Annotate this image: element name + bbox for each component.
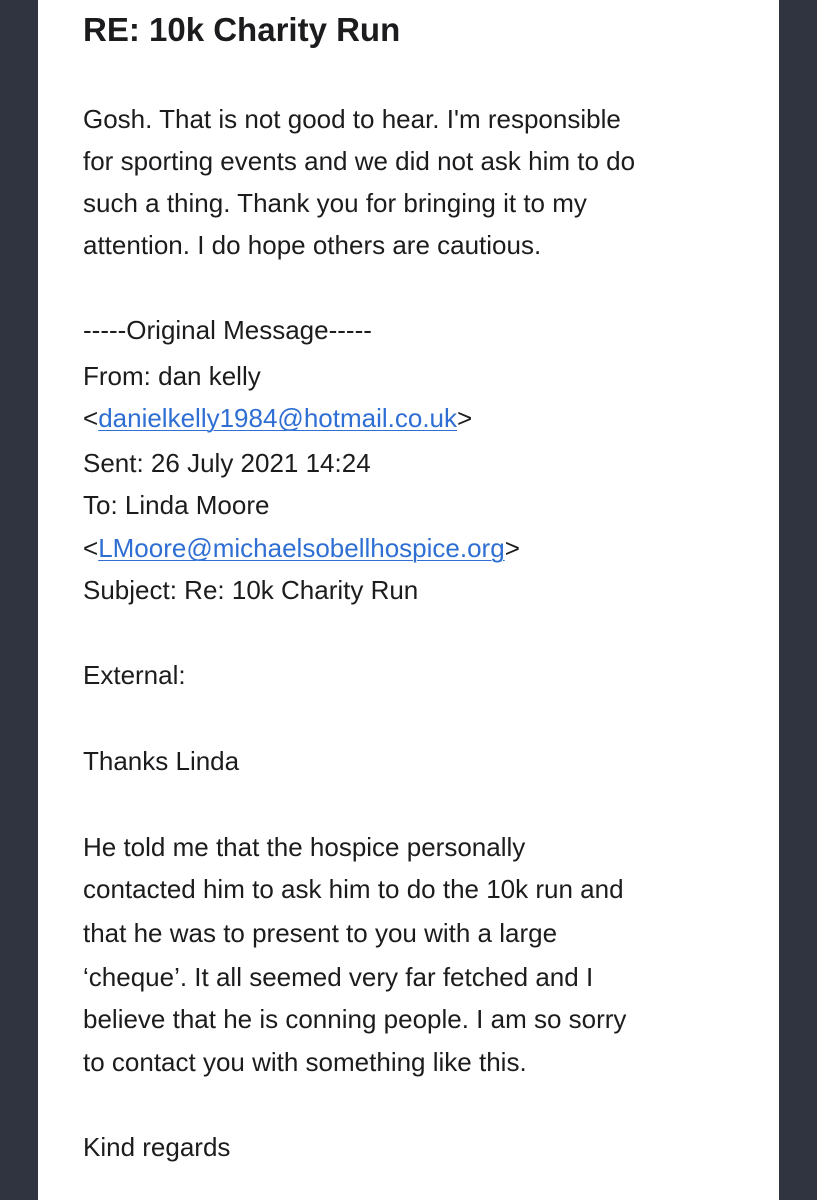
original-from-email-line: [83, 397, 472, 439]
to-email-link[interactable]: LMoore@michaelsobellhospice.org: [98, 533, 505, 563]
original-from: From: dan kelly: [83, 361, 261, 391]
bracket-open: <: [83, 403, 99, 433]
original-to-email-line: [83, 527, 520, 569]
bracket-close: >: [504, 533, 520, 563]
body-line: contacted him to ask him to do the 10k run and: [83, 874, 624, 904]
original-subject: Subject: Re: 10k Charity Run: [83, 575, 419, 605]
body-line: ‘cheque’. It all seemed very far fetched and I: [83, 962, 594, 992]
body-line: that he was to present to you with a large: [83, 918, 558, 948]
original-to: To: Linda Moore: [83, 490, 270, 520]
reply-line: Gosh. That is not good to hear. I'm responsible: [83, 104, 621, 134]
body-line: believe that he is conning people. I am so sorry: [83, 1004, 627, 1034]
signoff: Kind regards: [83, 1132, 231, 1162]
greeting: Thanks Linda: [83, 746, 240, 776]
bracket-open: <: [83, 533, 99, 563]
email-view: [38, 0, 779, 1200]
email-subject: RE: 10k Charity Run: [83, 11, 401, 48]
reply-line: attention. I do hope others are cautious.: [83, 230, 542, 260]
body-line: to contact you with something like this.: [83, 1047, 527, 1077]
body-line: He told me that the hospice personally: [83, 832, 526, 862]
from-email-link[interactable]: danielkelly1984@hotmail.co.uk: [98, 403, 458, 433]
bracket-close: >: [457, 403, 473, 433]
original-message-separator: -----Original Message-----: [83, 315, 372, 345]
reply-line: for sporting events and we did not ask him to do: [83, 146, 636, 176]
reply-line: such a thing. Thank you for bringing it to my: [83, 188, 587, 218]
original-sent: Sent: 26 July 2021 14:24: [83, 448, 371, 478]
external-tag: External:: [83, 660, 186, 690]
